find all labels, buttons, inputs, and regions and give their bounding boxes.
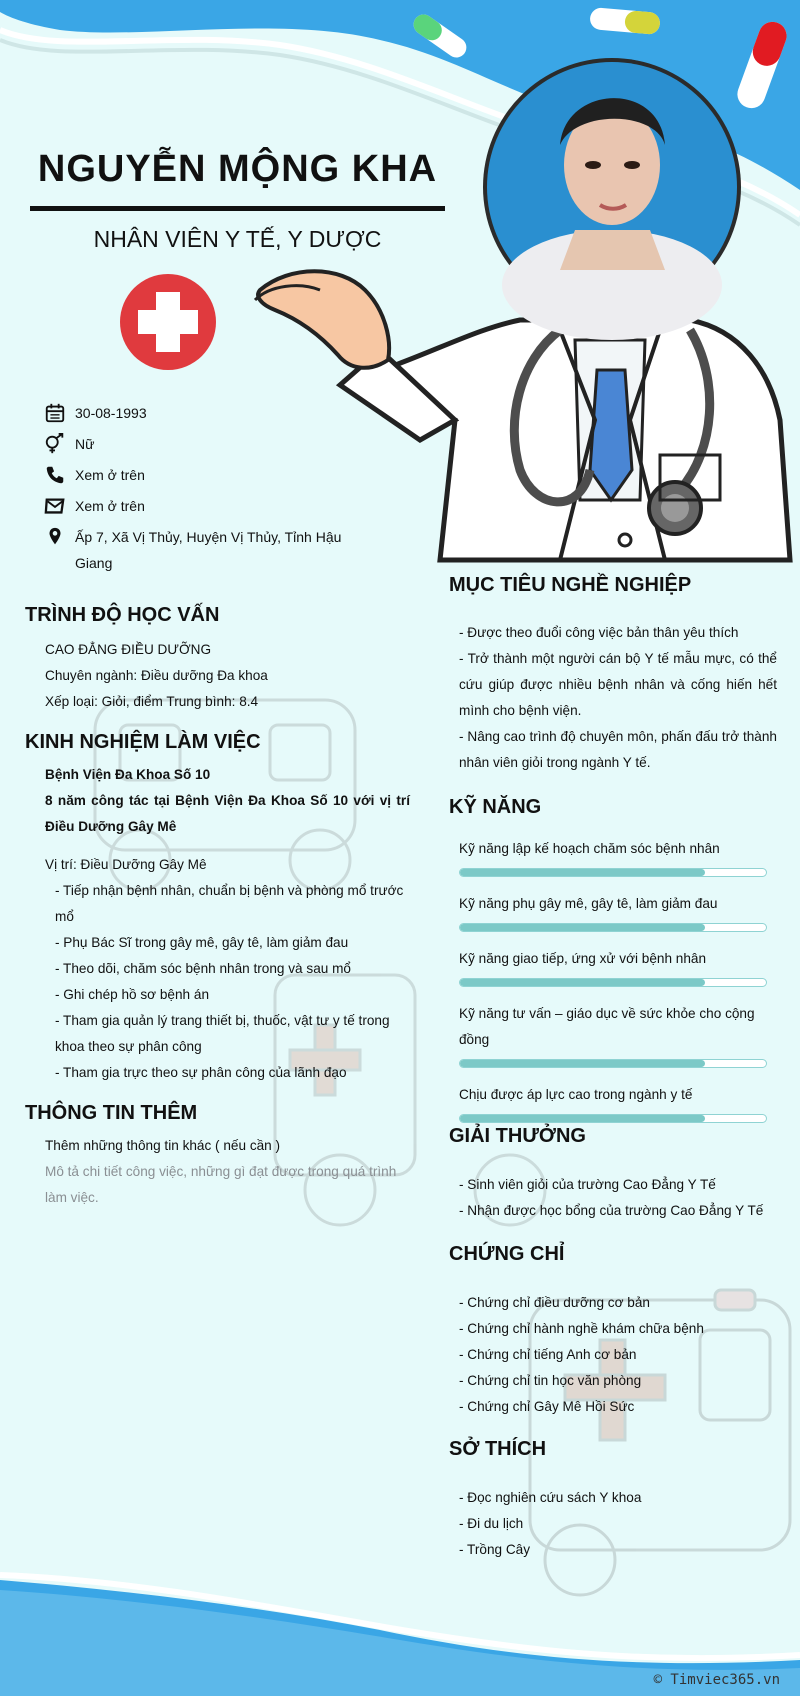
calendar-icon	[44, 402, 66, 424]
additional-line2: Mô tả chi tiết công việc, những gì đạt được trong quá trình làm việc.	[45, 1164, 397, 1205]
skill-bar-fill	[460, 1060, 705, 1067]
skill-bar	[459, 868, 767, 877]
education-section	[45, 637, 415, 715]
hobby-item: - Trồng Cây	[459, 1542, 531, 1557]
contact-gender	[44, 431, 344, 457]
additional-section	[45, 1133, 415, 1211]
skill-item	[459, 946, 767, 987]
contact-info	[44, 400, 344, 581]
gender-value: Nữ	[75, 436, 95, 452]
certificate-item: - Chứng chỉ Gây Mê Hồi Sức	[459, 1399, 635, 1414]
skill-label: Kỹ năng phụ gây mê, gây tê, làm giảm đau	[459, 896, 718, 911]
red-cross-icon	[120, 274, 216, 370]
skill-label: Chịu được áp lực cao trong ngành y tế	[459, 1087, 693, 1102]
duty-item: - Tham gia quản lý trang thiết bị, thuốc, vật tư y tế trong khoa theo sự phân công	[55, 1013, 390, 1054]
skill-item	[459, 836, 767, 877]
awards-section	[459, 1172, 777, 1224]
experience-section	[45, 762, 410, 1086]
name-underline	[30, 206, 445, 211]
experience-summary: 8 năm công tác tại Bệnh Viện Đa Khoa Số 10 với vị trí Điều Dưỡng Gây Mê	[45, 793, 410, 834]
objective-section	[459, 620, 777, 776]
gender-icon	[44, 433, 66, 455]
certificates-section	[459, 1290, 777, 1420]
hobbies-section	[459, 1485, 777, 1563]
skill-bar-fill	[460, 979, 705, 986]
skills-title: KỸ NĂNG	[449, 796, 542, 818]
skill-bar	[459, 1059, 767, 1068]
experience-company: Bệnh Viện Đa Khoa Số 10	[45, 767, 211, 782]
contact-address	[44, 524, 344, 576]
certificate-item: - Chứng chỉ điều dưỡng cơ bản	[459, 1295, 650, 1310]
phone-value: Xem ở trên	[75, 467, 145, 483]
email-value: Xem ở trên	[75, 498, 145, 514]
skills-section	[459, 836, 767, 1137]
hobbies-title: SỞ THÍCH	[449, 1438, 547, 1460]
map-pin-icon	[44, 526, 66, 548]
award-item: - Nhận được học bổng của trường Cao Đẳng Y Tế	[459, 1203, 764, 1218]
experience-position: Vị trí: Điều Dưỡng Gây Mê	[45, 857, 207, 872]
hobby-item: - Đọc nghiên cứu sách Y khoa	[459, 1490, 642, 1505]
contact-phone	[44, 462, 344, 488]
education-major: Chuyên ngành: Điều dưỡng Đa khoa	[45, 668, 268, 683]
skill-bar	[459, 978, 767, 987]
certificate-item: - Chứng chỉ hành nghề khám chữa bệnh	[459, 1321, 704, 1336]
skill-bar-fill	[460, 869, 705, 876]
skill-label: Kỹ năng lập kế hoạch chăm sóc bệnh nhân	[459, 841, 720, 856]
phone-icon	[44, 464, 66, 486]
address-value: Ấp 7, Xã Vị Thủy, Huyện Vị Thủy, Tỉnh Hậu Giang	[75, 529, 342, 571]
duty-item: - Tiếp nhận bệnh nhân, chuẩn bị bệnh và phòng mổ trước mổ	[55, 883, 404, 924]
contact-birthday	[44, 400, 344, 426]
award-item: - Sinh viên giỏi của trường Cao Đẳng Y Tế	[459, 1177, 716, 1192]
education-grade: Xếp loại: Giỏi, điểm Trung bình: 8.4	[45, 694, 259, 709]
objective-item: - Được theo đuổi công việc bản thân yêu thích	[459, 625, 739, 640]
hobby-item: - Đi du lịch	[459, 1516, 524, 1531]
skill-item	[459, 1082, 767, 1123]
education-title: TRÌNH ĐỘ HỌC VẤN	[25, 604, 220, 626]
objective-item: - Nâng cao trình độ chuyên môn, phấn đấu trở thành nhân viên giỏi trong ngành Y tế.	[459, 729, 777, 770]
candidate-name: NGUYỄN MỘNG KHA	[37, 148, 438, 190]
skill-bar	[459, 923, 767, 932]
awards-title: GIẢI THƯỞNG	[449, 1125, 586, 1147]
certificate-item: - Chứng chỉ tin học văn phòng	[459, 1373, 642, 1388]
education-school: CAO ĐẲNG ĐIỀU DƯỠNG	[45, 642, 212, 657]
duty-item: - Ghi chép hồ sơ bệnh án	[55, 987, 210, 1002]
skill-bar	[459, 1114, 767, 1123]
additional-line1: Thêm những thông tin khác ( nếu cần )	[45, 1138, 281, 1153]
certificate-item: - Chứng chỉ tiếng Anh cơ bản	[459, 1347, 637, 1362]
skill-bar-fill	[460, 924, 705, 931]
contact-email	[44, 493, 344, 519]
objective-title: MỤC TIÊU NGHỀ NGHIỆP	[449, 574, 692, 596]
certificates-title: CHỨNG CHỈ	[449, 1243, 565, 1265]
experience-title: KINH NGHIỆM LÀM VIỆC	[25, 731, 261, 753]
skill-bar-fill	[460, 1115, 705, 1122]
additional-title: THÔNG TIN THÊM	[25, 1102, 198, 1124]
profile-photo	[483, 58, 741, 340]
skill-label: Kỹ năng giao tiếp, ứng xử với bệnh nhân	[459, 951, 707, 966]
duty-item: - Phụ Bác Sĩ trong gây mê, gây tê, làm giảm đau	[55, 935, 349, 950]
skill-label: Kỹ năng tư vấn – giáo dục về sức khỏe cho cộng đồng	[459, 1006, 755, 1047]
skill-item	[459, 1001, 767, 1068]
objective-item: - Trở thành một người cán bộ Y tế mẫu mực, có thể cứu giúp được nhiều bệnh nhân và cống hiến hết mình cho bệnh viện.	[459, 651, 777, 718]
site-watermark: © Timviec365.vn	[653, 1672, 780, 1688]
duty-item: - Tham gia trực theo sự phân công của lãnh đạo	[55, 1065, 347, 1080]
envelope-icon	[44, 495, 66, 517]
birthday-value: 30-08-1993	[75, 405, 147, 421]
skill-item	[459, 891, 767, 932]
job-title: NHÂN VIÊN Y TẾ, Y DƯỢC	[93, 226, 382, 252]
duty-item: - Theo dõi, chăm sóc bệnh nhân trong và sau mổ	[55, 961, 351, 976]
